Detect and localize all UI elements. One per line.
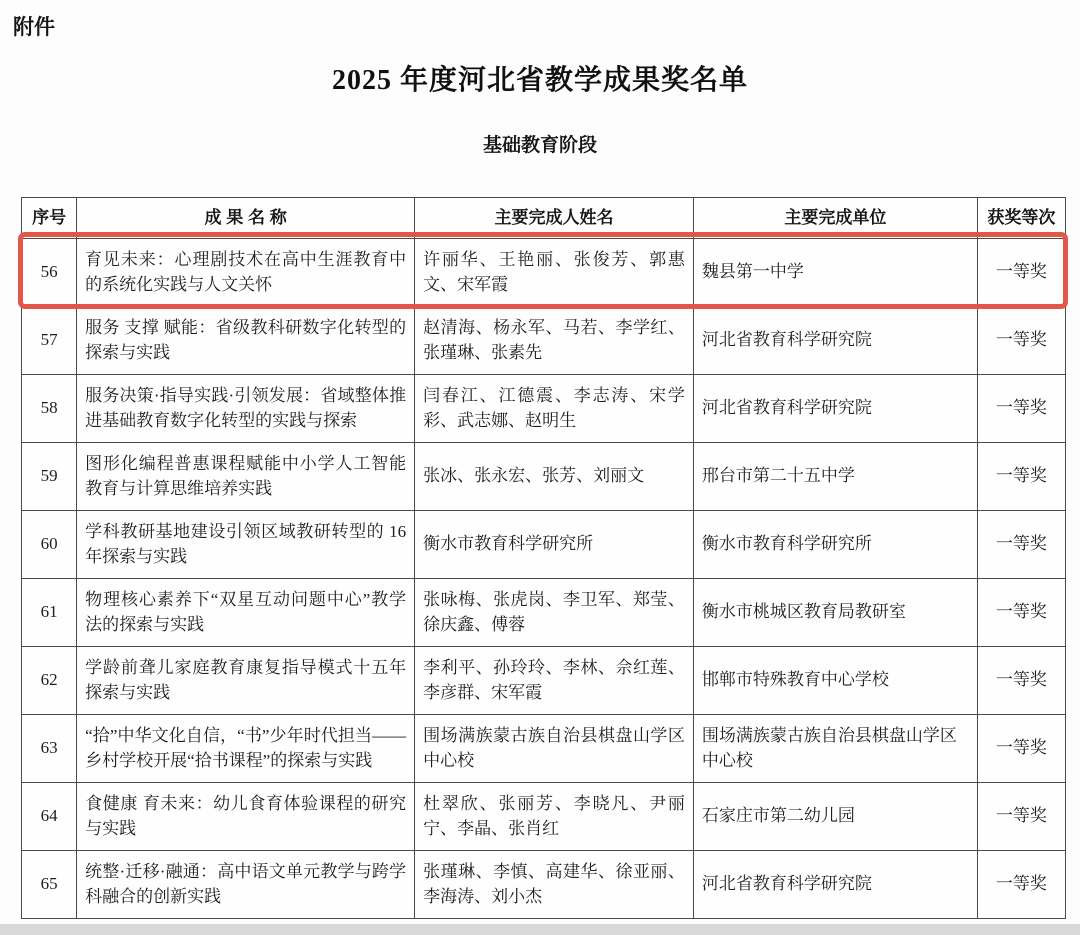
completing-unit: 魏县第一中学: [693, 238, 977, 306]
row-number: 57: [22, 306, 77, 374]
column-header-no: 序号: [22, 198, 77, 239]
table-row: [22, 578, 1066, 646]
table-row: [22, 850, 1066, 918]
row-number: 63: [22, 714, 77, 782]
page-subtitle: 基础教育阶段: [482, 135, 597, 156]
row-number: 61: [22, 578, 77, 646]
award-level: 一等奖: [977, 578, 1065, 646]
completers-names: 围场满族蒙古族自治县棋盘山学区中心校: [415, 714, 694, 782]
completing-unit: 河北省教育科学研究院: [693, 850, 977, 918]
award-level: 一等奖: [977, 510, 1065, 578]
completing-unit: 河北省教育科学研究院: [693, 374, 977, 442]
achievement-name: 图形化编程普惠课程赋能中小学人工智能教育与计算思维培养实践: [77, 442, 415, 510]
table-row: [22, 714, 1066, 782]
row-number: 62: [22, 646, 77, 714]
completing-unit: 河北省教育科学研究院: [693, 306, 977, 374]
award-level: 一等奖: [977, 714, 1065, 782]
completers-names: 张咏梅、张虎岗、李卫军、郑莹、徐庆鑫、傅蓉: [415, 578, 694, 646]
award-level: 一等奖: [977, 850, 1065, 918]
column-header-achievement-name: 成 果 名 称: [77, 198, 415, 239]
achievement-name: 物理核心素养下“双星互动问题中心”教学法的探索与实践: [77, 578, 415, 646]
achievement-name: 统整·迁移·融通：高中语文单元教学与跨学科融合的创新实践: [77, 850, 415, 918]
completing-unit: 石家庄市第二幼儿园: [693, 782, 977, 850]
awards-table: [21, 197, 1066, 919]
completers-names: 衡水市教育科学研究所: [415, 510, 694, 578]
row-number: 60: [22, 510, 77, 578]
achievement-name: 服务 支撑 赋能：省级教科研数字化转型的探索与实践: [77, 306, 415, 374]
column-header-unit: 主要完成单位: [693, 198, 977, 239]
completing-unit: 邯郸市特殊教育中心学校: [693, 646, 977, 714]
achievement-name: 食健康 育未来：幼儿食育体验课程的研究与实践: [77, 782, 415, 850]
award-level: 一等奖: [977, 238, 1065, 306]
completing-unit: 围场满族蒙古族自治县棋盘山学区中心校: [693, 714, 977, 782]
column-header-award-level: 获奖等次: [977, 198, 1065, 239]
award-level: 一等奖: [977, 782, 1065, 850]
completers-names: 杜翠欣、张丽芳、李晓凡、尹丽宁、李晶、张肖红: [415, 782, 694, 850]
table-header-row: [22, 198, 1066, 239]
completing-unit: 邢台市第二十五中学: [693, 442, 977, 510]
row-number: 59: [22, 442, 77, 510]
table-row: [22, 374, 1066, 442]
achievement-name: 育见未来：心理剧技术在高中生涯教育中的系统化实践与人文关怀: [77, 238, 415, 306]
completers-names: 赵清海、杨永军、马若、李学红、张瑾琳、张素先: [415, 306, 694, 374]
completing-unit: 衡水市桃城区教育局教研室: [693, 578, 977, 646]
completers-names: 闫春江、江德震、李志涛、宋学彩、武志娜、赵明生: [415, 374, 694, 442]
achievement-name: 服务决策·指导实践·引领发展：省域整体推进基础教育数字化转型的实践与探索: [77, 374, 415, 442]
table-row: [22, 510, 1066, 578]
column-header-completers: 主要完成人姓名: [415, 198, 694, 239]
achievement-name: “拾”中华文化自信，“书”少年时代担当——乡村学校开展“拾书课程”的探索与实践: [77, 714, 415, 782]
completers-names: 李利平、孙玲玲、李林、佘红莲、李彦群、宋军霞: [415, 646, 694, 714]
table-row: [22, 442, 1066, 510]
award-level: 一等奖: [977, 374, 1065, 442]
table-row: [22, 646, 1066, 714]
completing-unit: 衡水市教育科学研究所: [693, 510, 977, 578]
completers-names: 张冰、张永宏、张芳、刘丽文: [415, 442, 694, 510]
row-number: 56: [22, 238, 77, 306]
table-row: [22, 782, 1066, 850]
page-title: 2025 年度河北省教学成果奖名单: [331, 65, 748, 96]
table-row: [22, 306, 1066, 374]
row-number: 58: [22, 374, 77, 442]
table-row: [22, 238, 1066, 306]
achievement-name: 学科教研基地建设引领区域教研转型的 16 年探索与实践: [77, 510, 415, 578]
row-number: 65: [22, 850, 77, 918]
award-level: 一等奖: [977, 442, 1065, 510]
completers-names: 张瑾琳、李慎、高建华、徐亚丽、李海涛、刘小杰: [415, 850, 694, 918]
achievement-name: 学龄前聋儿家庭教育康复指导模式十五年探索与实践: [77, 646, 415, 714]
award-level: 一等奖: [977, 306, 1065, 374]
row-number: 64: [22, 782, 77, 850]
award-level: 一等奖: [977, 646, 1065, 714]
page-bottom-edge: [0, 924, 1080, 935]
completers-names: 许丽华、王艳丽、张俊芳、郭惠文、宋军霞: [415, 238, 694, 306]
attachment-label: 附件: [13, 16, 55, 39]
